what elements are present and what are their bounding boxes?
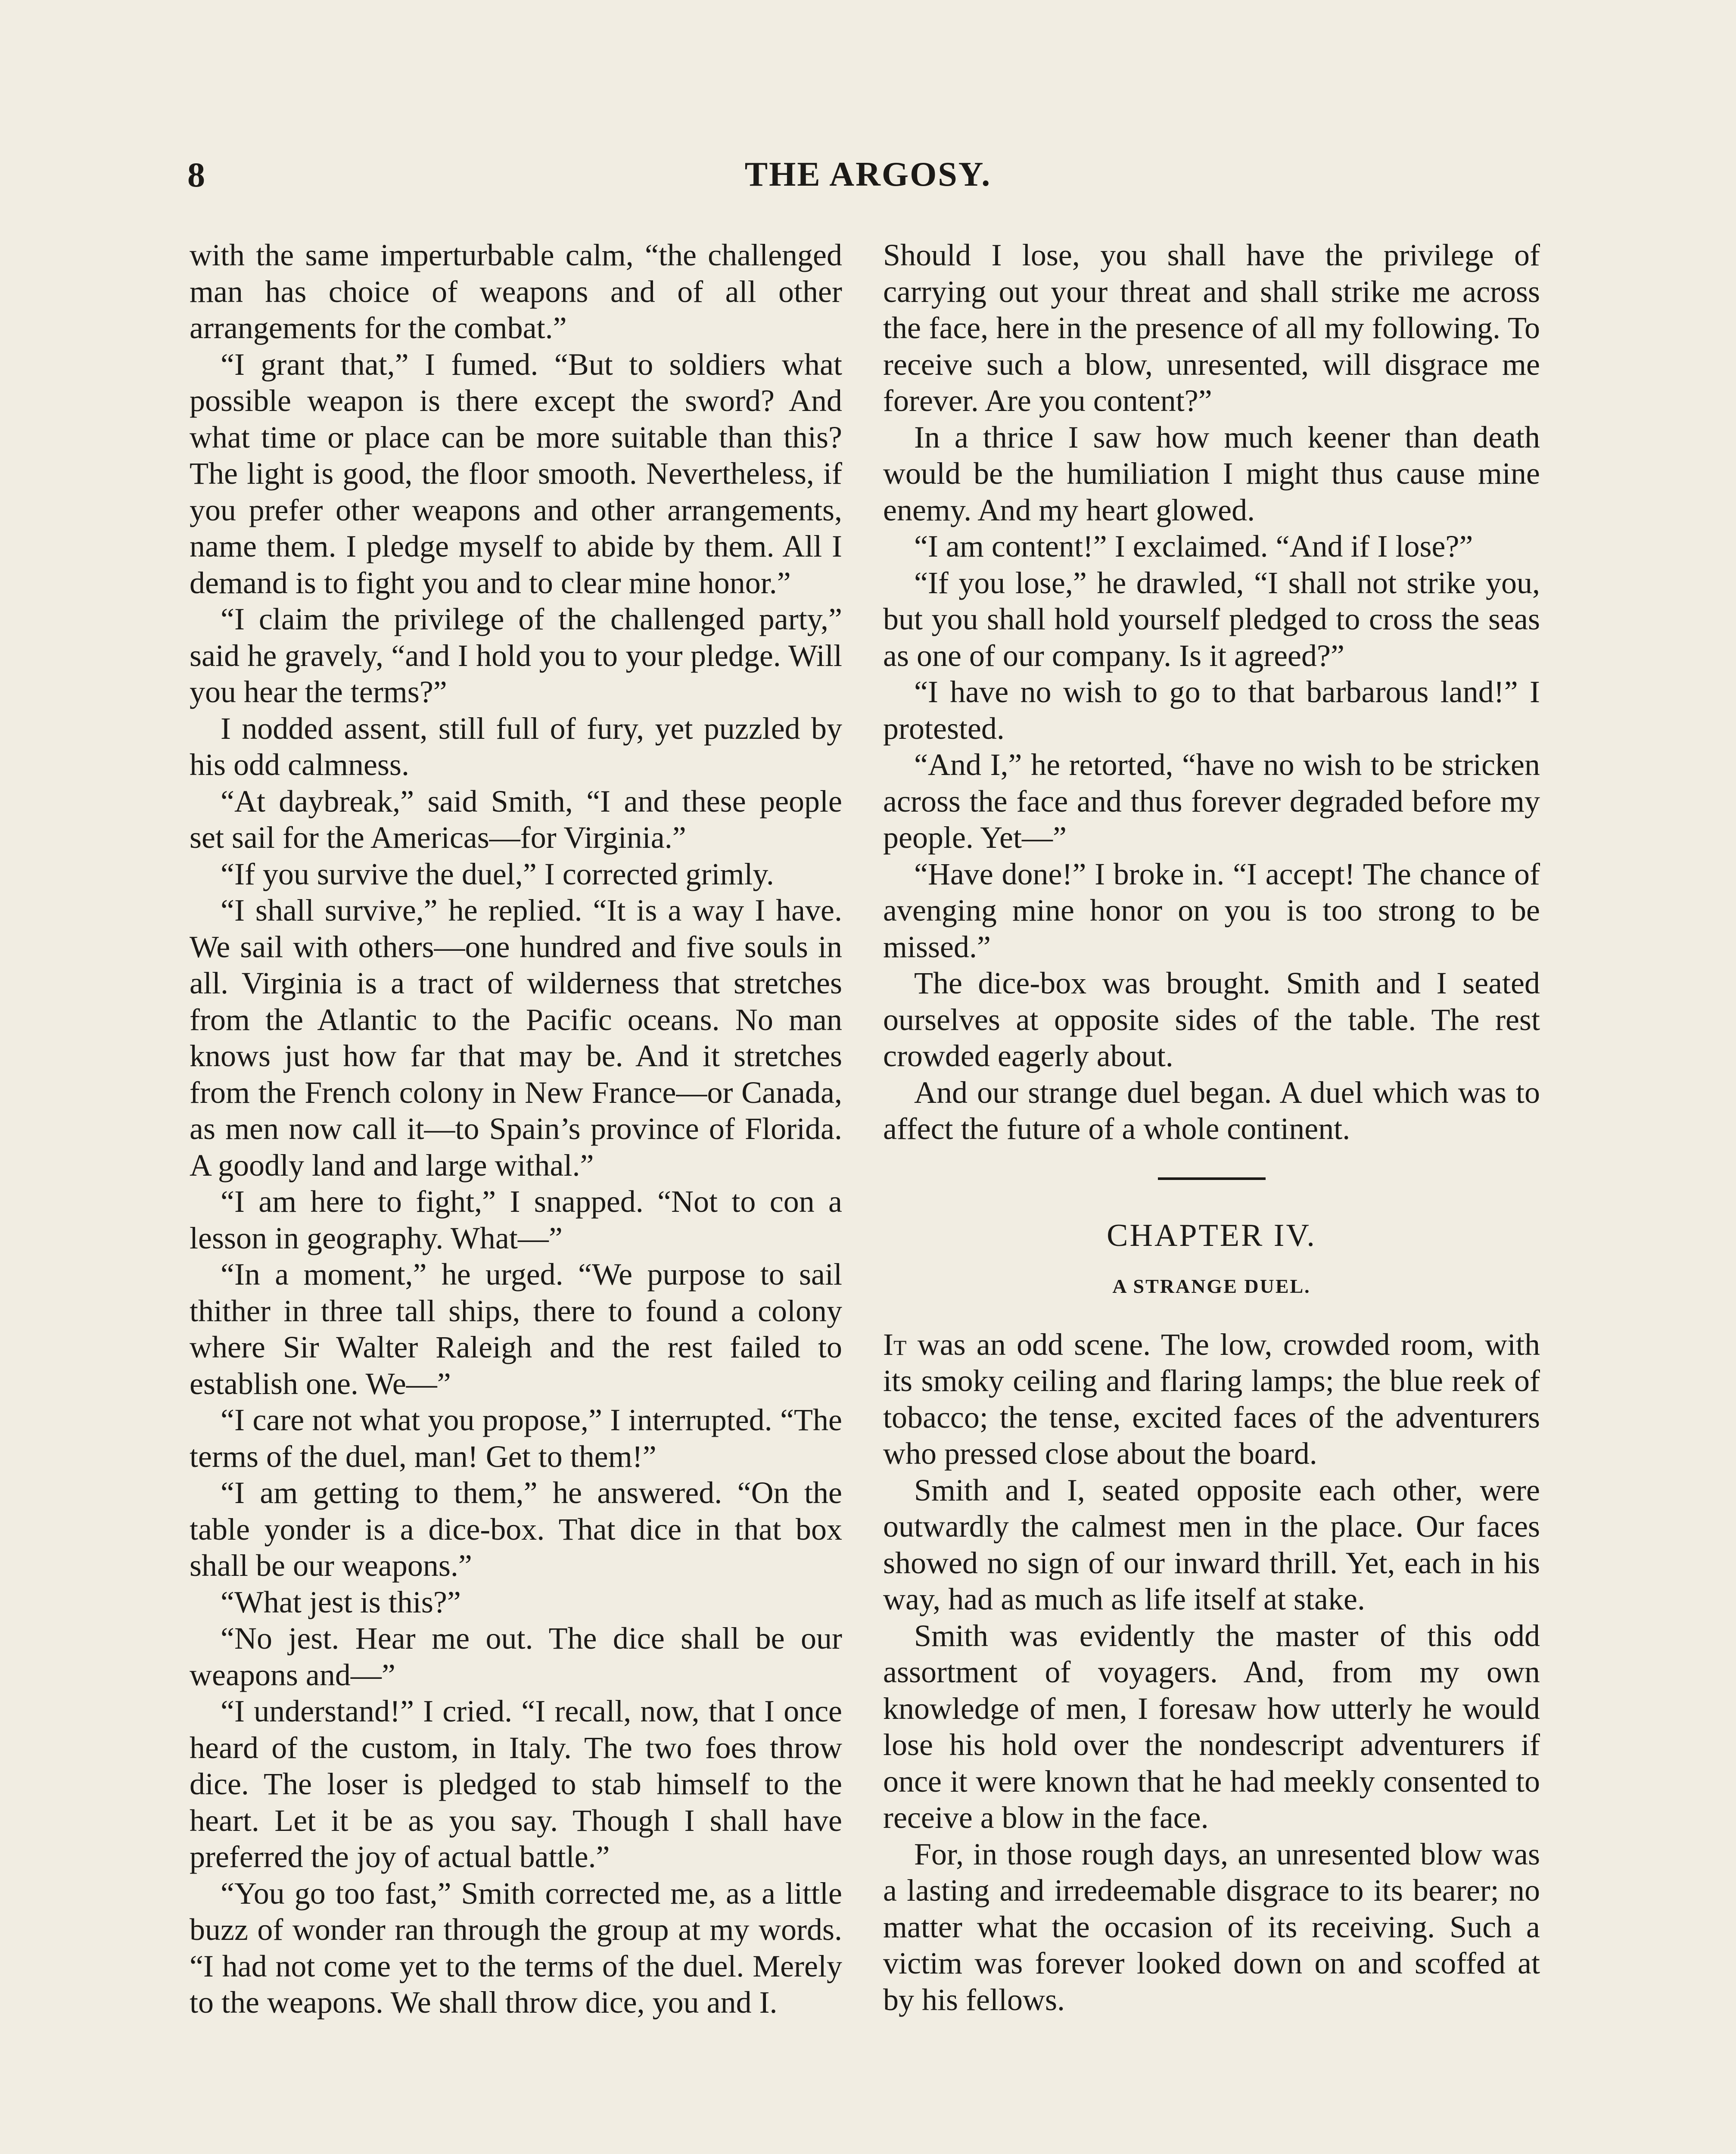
running-title: THE ARGOSY. [744,156,992,193]
paragraph: “I am getting to them,” he answered. “On the table yonder is a dice-box. That dice in that box shall be our weapons.” [190,1475,842,1583]
paragraph: Should I lose, you shall have the privilege of carrying out your threat and shall strike me across the face, here in the presence of all my following. To receive such a blow, unresented, will disgrace me forever. Are you content?” [883,238,1540,418]
paragraph: “I shall survive,” he replied. “It is a way I have. We sail with others—one hundred and five souls in all. Virginia is a tract of wilderness that stretches from the Atlantic to the Pacific oceans. No man knows just how far that may be. And it stretches from the French colony in New France—or Canada, as men now call it—to Spain’s province of Florida. A goodly land and large withal.” [190,893,842,1183]
page-number: 8 [187,155,205,194]
chapter-title: CHAPTER IV. [1107,1217,1316,1253]
right-column [883,237,1540,2018]
paragraph: with the same imperturbable calm, “the challenged man has choice of weapons and of all other arrangements for the combat.” [190,238,842,345]
paragraph: “And I,” he retorted, “have no wish to be stricken across the face and thus forever degraded before my people. Yet—” [883,747,1540,855]
paragraph: “I care not what you propose,” I interrupted. “The terms of the duel, man! Get to them!” [190,1403,842,1474]
paragraph: Smith and I, seated opposite each other, were outwardly the calmest men in the place. Our faces showed no sign of our inward thrill. Yet, each in his way, had as much as life itself at stake. [883,1472,1540,1616]
paragraph: “I have no wish to go to that barbarous land!” I protested. [883,675,1540,746]
section-divider [1158,1177,1266,1180]
paragraph: For, in those rough days, an unresented blow was a lasting and irredeemable disgrace to its bearer; no matter what the occasion of its receiving. Such a victim was forever looked down on and scoffed at by his fellows. [883,1837,1540,2017]
left-column [190,237,842,2021]
paragraph: And our strange duel began. A duel which was to affect the future of a whole continent. [883,1075,1540,1146]
paragraph: “If you lose,” he drawled, “I shall not strike you, but you shall hold yourself pledged to cross the seas as one of our company. Is it agreed?” [883,565,1540,673]
paragraph: “At daybreak,” said Smith, “I and these people set sail for the Americas—for Virginia.” [190,784,842,855]
paragraph: “You go too fast,” Smith corrected me, as a little buzz of wonder ran through the group at my words. “I had not come yet to the terms of the duel. Merely to the weapons. We shall throw dice, you and I. [190,1876,842,2020]
paragraph: I nodded assent, still full of fury, yet puzzled by his odd calmness. [190,711,842,782]
paragraph: “What jest is this?” [221,1584,461,1619]
paragraph: The dice-box was brought. Smith and I seated ourselves at opposite sides of the table. The rest crowded eagerly about. [883,966,1540,1073]
chapter-opening-paragraph [883,1326,1540,1472]
paragraph: “I grant that,” I fumed. “But to soldiers what possible weapon is there except the sword? And what time or place can be more suitable than this? The light is good, the floor smooth. Nevertheless, if you prefer other weapons and other arrangements, name them. I pledge myself to abide by them. All I demand is to fight you and to clear mine honor.” [190,347,842,600]
paragraph: “Have done!” I broke in. “I accept! The chance of avenging mine honor on you is too strong to be missed.” [883,856,1540,964]
paragraph: “I am content!” I exclaimed. “And if I lose?” [914,529,1473,563]
paragraph: “I understand!” I cried. “I recall, now, that I once heard of the custom, in Italy. The two foes throw dice. The loser is pledged to stab himself to the heart. Let it be as you say. Though I shall have preferred the joy of actual battle.” [190,1694,842,1874]
paragraph: “No jest. Hear me out. The dice shall be our weapons and—” [190,1621,842,1692]
paragraph: “I claim the privilege of the challenged party,” said he gravely, “and I hold you to your pledge. Will you hear the terms?” [190,602,842,709]
chapter-subtitle: A STRANGE DUEL. [1112,1275,1311,1297]
paragraph: Smith was evidently the master of this odd assortment of voyagers. And, from my own knowledge of men, I foresaw how utterly he would lose his hold over the nondescript adventurers if once it were known that he had meekly consented to receive a blow in the face. [883,1618,1540,1835]
paragraph: “In a moment,” he urged. “We purpose to sail thither in three tall ships, there to found a colony where Sir Walter Raleigh and the rest failed to establish one. We—” [190,1257,842,1401]
opening-word: It [883,1327,907,1362]
paragraph: In a thrice I saw how much keener than death would be the humiliation I might thus cause mine enemy. And my heart glowed. [883,420,1540,527]
opening-text: was an odd scene. The low, crowded room, with its smoky ceiling and flaring lamps; the blue reek of tobacco; the tense, excited faces of the adventurers who pressed close about the board. [883,1327,1540,1471]
paragraph: “I am here to fight,” I snapped. “Not to con a lesson in geography. What—” [190,1184,842,1255]
paragraph: “If you survive the duel,” I corrected grimly. [221,856,774,891]
